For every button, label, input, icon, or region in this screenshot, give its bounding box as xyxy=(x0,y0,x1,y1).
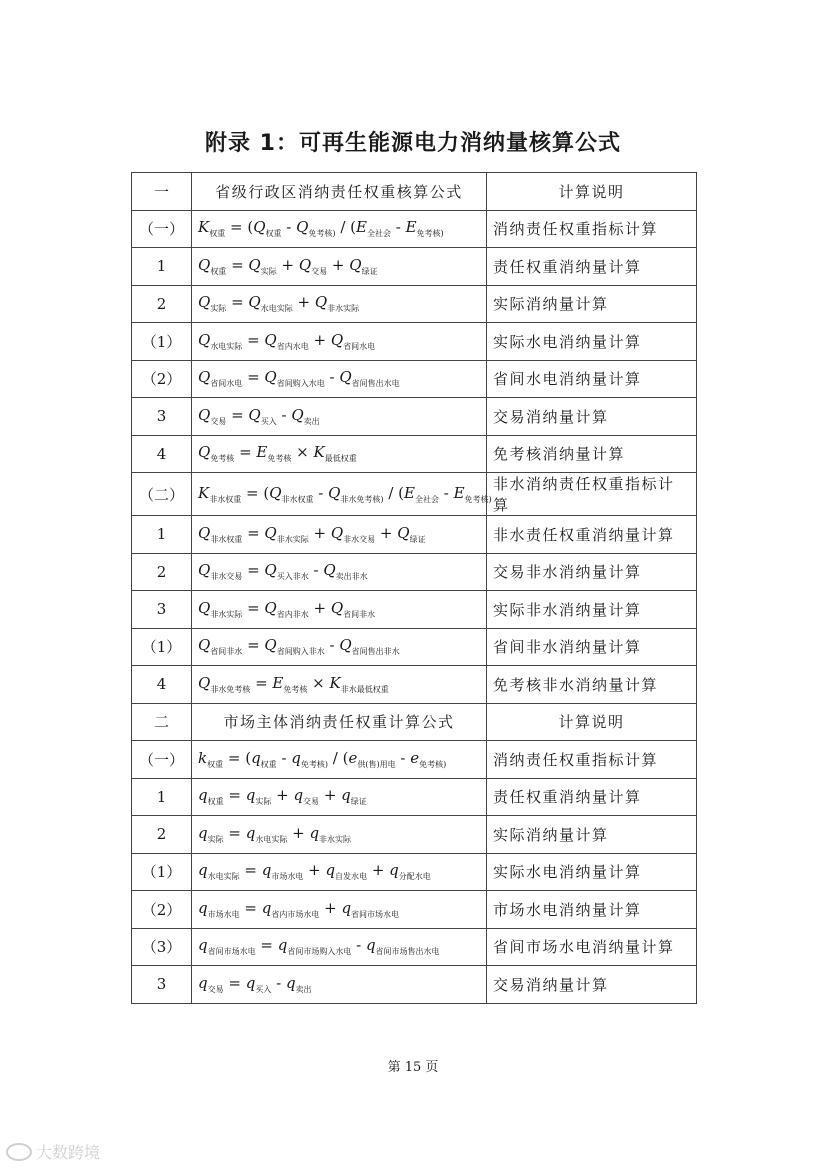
description: 实际消纳量计算 xyxy=(487,285,697,323)
table-row xyxy=(132,628,697,666)
table-row xyxy=(132,285,697,323)
row-index: 1 xyxy=(132,248,192,286)
formula: $K_{非水权重} = (Q_{非水权重} - Q_{非水免考核)} / (E_{全社会} - E_{免考核)}$ xyxy=(192,473,487,516)
formula-table-body xyxy=(132,173,697,1004)
formula-header: 市场主体消纳责任权重计算公式 xyxy=(192,703,487,741)
row-index: 3 xyxy=(132,591,192,629)
description: 省间市场水电消纳量计算 xyxy=(487,928,697,966)
description: 免考核非水消纳量计算 xyxy=(487,666,697,704)
formula: $q_{省间市场水电} = q_{省间市场购入水电} - q_{省间市场售出水电}$ xyxy=(192,928,487,966)
description-header: 计算说明 xyxy=(487,173,697,211)
row-index: （1） xyxy=(132,628,192,666)
page-title: 附录 1：可再生能源电力消纳量核算公式 xyxy=(205,131,621,156)
table-row xyxy=(132,853,697,891)
table-row xyxy=(132,516,697,554)
description: 消纳责任权重指标计算 xyxy=(487,210,697,248)
formula: $Q_{省间水电} = Q_{省间购入水电} - Q_{省间售出水电}$ xyxy=(192,360,487,398)
formula: $Q_{非水免考核} = E_{免考核} \times K_{非水最低权重}$ xyxy=(192,666,487,704)
description: 省间非水消纳量计算 xyxy=(487,628,697,666)
formula: $q_{权重} = q_{实际} + q_{交易} + q_{绿证}$ xyxy=(192,778,487,816)
table-row xyxy=(132,816,697,854)
table-row xyxy=(132,666,697,704)
table-row xyxy=(132,553,697,591)
description: 非水责任权重消纳量计算 xyxy=(487,516,697,554)
table-row xyxy=(132,473,697,516)
description: 实际水电消纳量计算 xyxy=(487,323,697,361)
description: 实际消纳量计算 xyxy=(487,816,697,854)
description: 交易非水消纳量计算 xyxy=(487,553,697,591)
formula-table xyxy=(131,172,697,1004)
row-index: 4 xyxy=(132,435,192,473)
description: 免考核消纳量计算 xyxy=(487,435,697,473)
formula: $q_{交易} = q_{买入} - q_{卖出}$ xyxy=(192,966,487,1004)
watermark xyxy=(6,1140,100,1163)
formula: $K_{权重} = (Q_{权重} - Q_{免考核)} / (E_{全社会} - E_{免考核)}$ xyxy=(192,210,487,248)
description: 非水消纳责任权重指标计算 xyxy=(487,473,697,516)
table-row xyxy=(132,966,697,1004)
description-header: 计算说明 xyxy=(487,703,697,741)
row-index: （2） xyxy=(132,360,192,398)
table-row xyxy=(132,398,697,436)
formula: $q_{市场水电} = q_{省内市场水电} + q_{省间市场水电}$ xyxy=(192,891,487,929)
row-index: （1） xyxy=(132,853,192,891)
formula: $Q_{权重} = Q_{实际} + Q_{交易} + Q_{绿证}$ xyxy=(192,248,487,286)
watermark-text: 大数跨境 xyxy=(36,1143,101,1162)
formula-header: 省级行政区消纳责任权重核算公式 xyxy=(192,173,487,211)
row-index: 2 xyxy=(132,816,192,854)
row-index: 3 xyxy=(132,966,192,1004)
row-index: 1 xyxy=(132,778,192,816)
table-row xyxy=(132,323,697,361)
formula: $k_{权重} = (q_{权重} - q_{免考核)} / (e_{供(售)用电} - e_{免考核)}$ xyxy=(192,741,487,779)
description: 责任权重消纳量计算 xyxy=(487,778,697,816)
row-index: 1 xyxy=(132,516,192,554)
table-row xyxy=(132,360,697,398)
description: 实际水电消纳量计算 xyxy=(487,853,697,891)
row-index: 2 xyxy=(132,285,192,323)
formula: $q_{实际} = q_{水电实际} + q_{非水实际}$ xyxy=(192,816,487,854)
formula: $Q_{水电实际} = Q_{省内水电} + Q_{省间水电}$ xyxy=(192,323,487,361)
row-index: 2 xyxy=(132,553,192,591)
table-row xyxy=(132,210,697,248)
description: 省间水电消纳量计算 xyxy=(487,360,697,398)
row-index: 二 xyxy=(132,703,192,741)
description: 交易消纳量计算 xyxy=(487,398,697,436)
row-index: 一 xyxy=(132,173,192,211)
description: 实际非水消纳量计算 xyxy=(487,591,697,629)
row-index: （2） xyxy=(132,891,192,929)
row-index: （一） xyxy=(132,741,192,779)
table-row xyxy=(132,778,697,816)
description: 责任权重消纳量计算 xyxy=(487,248,697,286)
row-index: （一） xyxy=(132,210,192,248)
formula: $q_{水电实际} = q_{市场水电} + q_{自发水电} + q_{分配水电}$ xyxy=(192,853,487,891)
table-row xyxy=(132,891,697,929)
table-row xyxy=(132,928,697,966)
section-header-row xyxy=(132,703,697,741)
formula: $Q_{非水实际} = Q_{省内非水} + Q_{省间非水}$ xyxy=(192,591,487,629)
table-row xyxy=(132,248,697,286)
row-index: （二） xyxy=(132,473,192,516)
formula: $Q_{非水权重} = Q_{非水实际} + Q_{非水交易} + Q_{绿证}$ xyxy=(192,516,487,554)
formula: $Q_{实际} = Q_{水电实际} + Q_{非水实际}$ xyxy=(192,285,487,323)
formula: $Q_{非水交易} = Q_{买入非水} - Q_{卖出非水}$ xyxy=(192,553,487,591)
formula: $Q_{省间非水} = Q_{省间购入非水} - Q_{省间售出非水}$ xyxy=(192,628,487,666)
section-header-row xyxy=(132,173,697,211)
watermark-logo-icon xyxy=(6,1143,32,1161)
formula: $Q_{交易} = Q_{买入} - Q_{卖出}$ xyxy=(192,398,487,436)
row-index: 3 xyxy=(132,398,192,436)
table-row xyxy=(132,591,697,629)
description: 市场水电消纳量计算 xyxy=(487,891,697,929)
table-row xyxy=(132,435,697,473)
row-index: （3） xyxy=(132,928,192,966)
description: 消纳责任权重指标计算 xyxy=(487,741,697,779)
description: 交易消纳量计算 xyxy=(487,966,697,1004)
row-index: 4 xyxy=(132,666,192,704)
row-index: （1） xyxy=(132,323,192,361)
page-number: 第 15 页 xyxy=(387,1060,439,1075)
formula: $Q_{免考核} = E_{免考核} \times K_{最低权重}$ xyxy=(192,435,487,473)
table-row xyxy=(132,741,697,779)
